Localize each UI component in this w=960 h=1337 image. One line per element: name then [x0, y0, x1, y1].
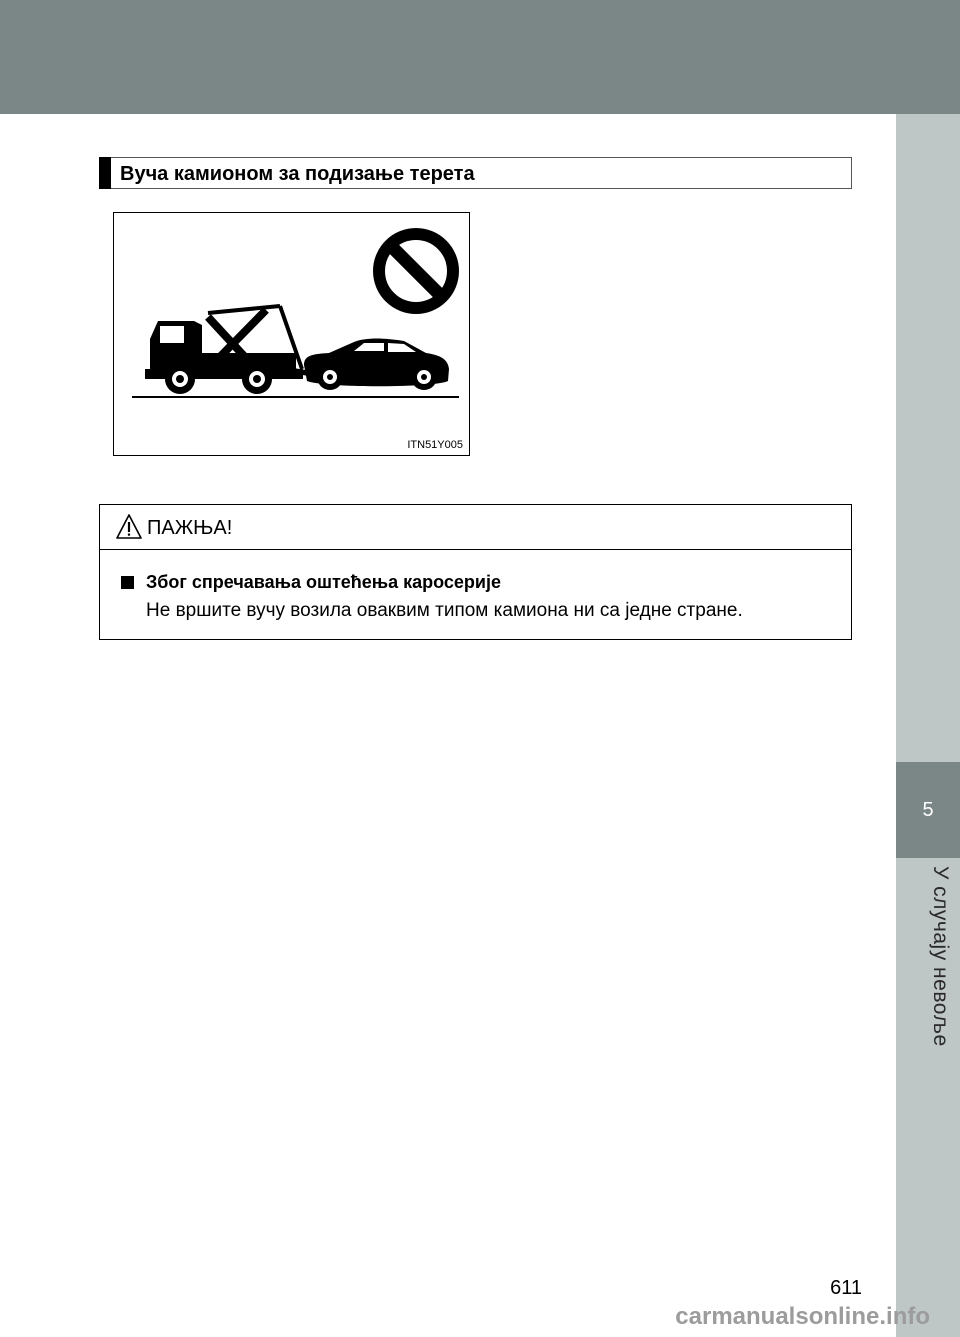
figure-code: ITN51Y005 — [407, 439, 463, 451]
warning-triangle-icon — [115, 513, 143, 541]
section-marker — [99, 157, 111, 189]
tow-truck-illustration — [113, 212, 470, 456]
chapter-number: 5 — [922, 799, 934, 821]
chapter-number-box — [896, 762, 960, 858]
caution-label: ПАЖЊА! — [147, 517, 233, 539]
chapter-side-tab — [896, 114, 960, 1337]
chapter-title: У случају невоље — [929, 866, 952, 1047]
section-title: Вуча камионом за подизање терета — [120, 163, 475, 185]
watermark: carmanualsonline.info — [675, 1303, 930, 1330]
section-header — [99, 157, 852, 189]
caution-subtitle: Због спречавања оштећења каросерије — [146, 572, 501, 592]
tow-truck-prohibited-icon — [114, 213, 470, 456]
caution-box — [99, 504, 852, 640]
header-band — [0, 0, 960, 114]
bullet-square-icon — [121, 576, 134, 589]
caution-header — [100, 505, 851, 550]
page-number: 611 — [830, 1277, 862, 1299]
caution-text: Не вршите вучу возила оваквим типом камиона ни са једне стране. — [146, 600, 743, 621]
